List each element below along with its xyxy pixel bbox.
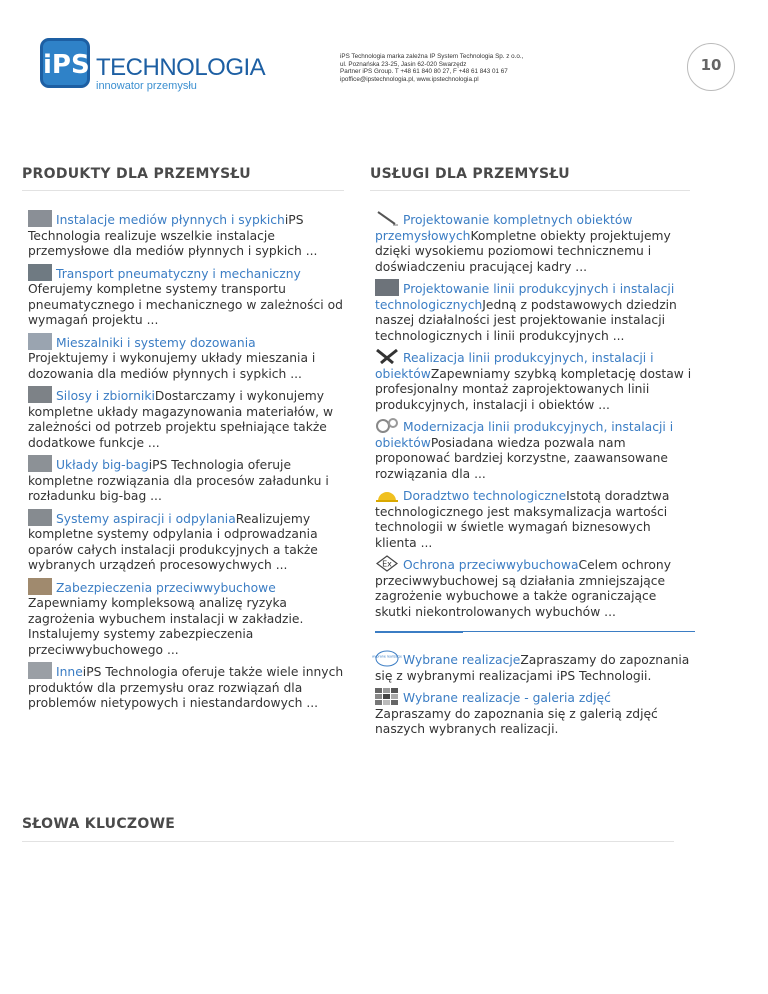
product-thumbnail[interactable] [28,264,52,281]
company-info-line: ul. Poznańska 23-25, Jasin 62-020 Swarzędz [340,60,467,68]
product-description: Projektujemy i wykonujemy układy mieszania i dozowania dla mediów płynnych i sypkich ... [28,351,316,381]
service-item [375,210,695,275]
company-info-line: Partner iPS Group. T +48 61 840 80 27, F +48 61 843 01 67 [340,68,508,76]
service-link[interactable]: Modernizacja linii produkcyjnych, instalacji i obiektów [375,420,674,450]
realization-link[interactable]: Wybrane realizacje [403,653,521,667]
company-info-line: ipoffice@ipstechnologia.pl, www.ipstechnologia.pl [340,75,479,83]
product-link[interactable]: Mieszalniki i systemy dozowania [56,335,256,350]
product-description: Realizujemy kompletne systemy odpylania i odprowadzania oparów całych instalacji produkcyjnych a także wybranych urządzeń procesowychwych ... [28,511,318,572]
product-item [28,210,348,260]
service-link[interactable]: Doradztwo technologiczne [403,489,567,503]
product-thumbnail[interactable] [28,509,52,526]
company-logo[interactable] [38,36,266,96]
service-description: Zapewniamy szybką kompletację dostaw i profesjonalny montaż zaprojektowanych linii produkcyjnych, instalacji i obiektów ... [375,366,692,412]
product-thumbnail[interactable] [28,333,52,350]
product-item [28,386,348,451]
service-description: Posiadana wiedza pozwala nam proponować bardziej korzystne, zaawansowane rozwiązania dla ... [375,435,668,481]
realization-item [372,650,695,684]
gallery-icon[interactable] [375,688,399,705]
ex-icon[interactable] [375,555,399,572]
product-description: iPS Technologia realizuje wszelkie instalacje przemysłowe dla mediów płynnych i sypkich ... [28,213,318,258]
product-link[interactable]: Inne [56,665,83,679]
product-link[interactable]: Układy big-bag [56,458,149,472]
helmet-icon[interactable] [375,486,399,503]
keywords-divider [22,841,674,842]
services-title: USŁUGI DLA PRZEMYSŁU [370,166,570,182]
service-item [375,486,695,551]
service-description: Istotą doradztwa technologicznego jest maksymalizacja wartości technologii w świetle wymagań biznesowych klienta ... [375,489,670,550]
product-thumbnail[interactable] [28,210,52,227]
products-list [28,210,348,716]
products-divider [22,190,344,191]
svg-text:wybrane realizacje: wybrane realizacje [372,654,402,659]
service-item [375,417,695,482]
product-thumbnail[interactable] [28,455,52,472]
product-item [28,455,348,505]
product-item [28,333,348,383]
product-link[interactable]: Instalacje mediów płynnych i sypkich [56,213,285,227]
service-link[interactable]: Projektowanie kompletnych obiektów przemysłowych [375,213,633,243]
product-description: iPS Technologia oferuje także wiele innych produktów dla przemysłu oraz rozwiązań dla problemów nietypowych i niestandardowych ... [28,665,344,710]
company-info [340,53,523,83]
product-item [28,509,348,574]
product-link[interactable]: Zabezpieczenia przeciwwybuchowe [56,580,276,595]
pen-icon[interactable] [375,210,399,227]
product-thumbnail[interactable] [28,386,52,403]
gears-icon[interactable] [375,417,399,434]
services-list [372,210,695,742]
product-link[interactable]: Silosy i zbiorniki [56,389,155,403]
product-item [28,662,348,712]
service-link[interactable]: Ochrona przeciwwybuchowa [403,558,579,572]
service-item [375,279,695,344]
service-description: Kompletne obiekty projektujemy dzięki wysokiemu poziomowi technicznemu i doświadczeniu pracującej kadry ... [375,228,671,274]
realizations-divider [375,631,695,632]
product-item [28,264,348,329]
anniversary-badge [687,43,735,91]
product-description: Zapewniamy kompleksową analizę ryzyka zagrożenia wybuchem instalacji w zakładzie. Instalujemy systemy zabezpieczenia przeciwwybuchowego ... [28,596,304,657]
product-description: Dostarczamy i wykonujemy kompletne układy magazynowania materiałów, w zależności od potrzeb projektu spełniające także dodatkowe funkcje ... [28,389,334,450]
product-description: Oferujemy kompletne systemy transportu pneumatycznego i mechanicznego w zależności od wymagań projektu ... [28,282,343,327]
services-divider [370,190,690,191]
service-item [375,555,695,620]
svg-text:Ex: Ex [382,559,392,569]
service-link[interactable]: Projektowanie linii produkcyjnych i instalacji technologicznych [375,282,675,312]
stamp-icon[interactable] [372,650,402,667]
realization-item [375,688,695,738]
logo-name: TECHNOLOGIA [96,54,266,81]
product-thumbnail[interactable] [28,578,52,595]
realization-description: Zapraszamy do zapoznania się z galerią zdjęć naszych wybranych realizacji. [375,706,658,736]
product-item [28,578,348,659]
machine-photo[interactable] [375,279,399,296]
product-link[interactable]: Systemy aspiracji i odpylania [56,511,236,526]
badge-number: 10 [700,56,722,74]
service-item [375,348,695,413]
company-info-line: iPS Technologia marka zależna IP System Technologia Sp. z o.o., [340,53,524,60]
product-thumbnail[interactable] [28,662,52,679]
realization-link[interactable]: Wybrane realizacje - galeria zdjęć [403,691,611,705]
keywords-title: SŁOWA KLUCZOWE [22,816,176,832]
service-description: Celem ochrony przeciwwybuchowej są działania zmniejszające zagrożenie wybuchowe a także ograniczające skutki niekontrolowanych wybuchów ... [375,558,671,619]
ips-logo-mark: iPS [40,38,90,88]
logo-tagline: innowator przemysłu [96,80,197,92]
product-link[interactable]: Transport pneumatyczny i mechaniczny [56,266,301,281]
service-description: Jedną z podstawowych dziedzin naszej działalności jest projektowanie instalacji technologicznych i linii produkcyjnych ... [375,297,677,343]
service-link[interactable]: Realizacja linii produkcyjnych, instalacji i obiektów [375,351,654,381]
realization-description: Zapraszamy do zapoznania się z wybranymi realizacjami iPS Technologii. [375,653,690,683]
products-title: PRODUKTY DLA PRZEMYSŁU [22,166,251,182]
tools-icon[interactable] [375,348,399,365]
product-description: iPS Technologia oferuje kompletne rozwiązania dla procesów załadunku i rozładunku big-bag ... [28,458,329,503]
